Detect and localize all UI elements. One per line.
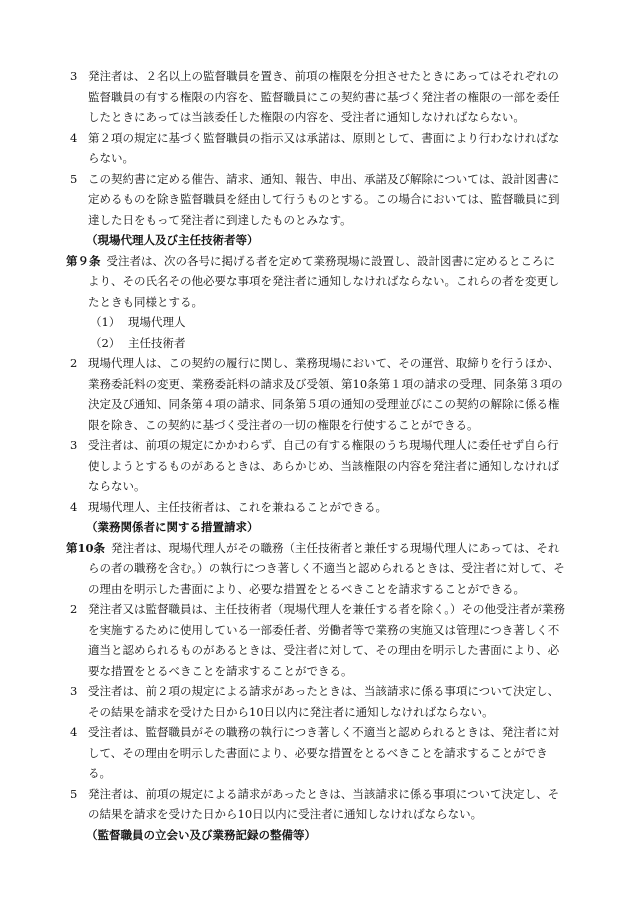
paragraph-9-3 [66, 435, 566, 497]
paragraph-number: 3 [70, 69, 78, 83]
paragraph-text: 第２項の規定に基づく監督職員の指示又は承諾は、原則として、書面により行わなければならない。 [88, 130, 560, 165]
list-item [66, 312, 566, 333]
paragraph-9-2 [66, 353, 566, 435]
paragraph-text: 現場代理人、主任技術者は、これを兼ねることができる。 [88, 499, 387, 514]
paragraph-number: 4 [70, 725, 78, 739]
paragraph-text: 現場代理人は、この契約の履行に関し、業務現場において、その運営、取締りを行うほか、業務委託料の変更、業務委託料の請求及び受領、第10条第１項の請求の受理、同条第３項の決定及び通知、同条第４項の請求、同条第５項の通知の受理並びにこの契約の解除に係る権限を除き、この契約に基づく受注者の一切の権限を行使することができる。 [88, 356, 563, 432]
paragraph-text: 受注者は、前２項の規定による請求があったときは、当該請求に係る事項について決定し、その結果を請求を受けた日から10日以内に発注者に通知しなければならない。 [88, 684, 560, 719]
article-10-heading: （業務関係者に関する措置請求） [86, 520, 259, 534]
article-11-heading: （監督職員の立会い及び業務記録の整備等） [86, 827, 316, 842]
article-10 [66, 538, 566, 600]
paragraph-8-4 [66, 128, 566, 169]
paragraph-number: 4 [70, 130, 78, 145]
item-text: 主任技術者 [128, 335, 186, 350]
article-9-heading: （現場代理人及び主任技術者等） [86, 233, 259, 247]
item-number: （1） [90, 315, 121, 329]
paragraph-text: 受注者は、前項の規定にかかわらず、自己の有する権限のうち現場代理人に委任せず自ら行使しようとするものがあるときは、あらかじめ、当該権限の内容を発注者に通知しなければならない。 [88, 438, 560, 493]
paragraph-text: この契約書に定める催告、請求、通知、報告、申出、承諾及び解除については、設計図書に定めるものを除き監督職員を経由して行うものとする。この場合においては、監督職員に到達した日をもって発注者に到達したものとみなす。 [88, 171, 560, 227]
paragraph-8-3 [66, 66, 566, 128]
paragraph-number: 3 [70, 438, 78, 452]
paragraph-8-5 [66, 169, 566, 231]
paragraph-9-4 [66, 497, 566, 518]
paragraph-text: 発注者又は監督職員は、主任技術者（現場代理人を兼任する者を除く。）その他受注者が業務を実施するために使用している一部委任者、労働者等で業務の実施又は管理につき著しく不適当と認められるものがあるときは、受注者に対して、その理由を明示した書面により、必要な措置をとるべきことを請求することができる。 [88, 602, 566, 678]
item-number: （2） [90, 335, 121, 350]
paragraph-text: 発注者は、２名以上の監督職員を置き、前項の権限を分担させたときにあってはそれぞれの監督職員の有する権限の内容を、監督職員にこの契約書に基づく発注者の権限の一部を委任したときにあっては当該委任した権限の内容を、受注者に通知しなければならない。 [88, 69, 560, 124]
paragraph-10-3 [66, 681, 566, 722]
paragraph-number: 5 [70, 171, 78, 186]
paragraph-10-4 [66, 722, 566, 784]
article-text: 受注者は、次の各号に掲げる者を定めて業務現場に設置し、設計図書に定めるところにより、その氏名その他必要な事項を発注者に通知しなければならない。これらの者を変更したときも同様とする。 [88, 253, 560, 309]
article-9 [66, 251, 566, 313]
document-body [66, 66, 566, 845]
list-item [66, 333, 566, 354]
article-number: 第10条 [66, 540, 106, 555]
paragraph-text: 発注者は、前項の規定による請求があったときは、当該請求に係る事項について決定し、その結果を請求を受けた日から10日以内に受注者に通知しなければならない。 [88, 786, 560, 821]
paragraph-number: 5 [70, 786, 78, 801]
article-number: 第９条 [66, 253, 101, 268]
paragraph-text: 受注者は、監督職員がその職務の執行につき著しく不適当と認められるときは、発注者に対して、その理由を明示した書面により、必要な措置をとるべきことを請求することができる。 [88, 725, 560, 780]
article-text: 発注者は、現場代理人がその職務（主任技術者と兼任する現場代理人にあっては、それらの者の職務を含む。）の執行につき著しく不適当と認められるときは、受注者に対して、その理由を明示した書面により、必要な措置をとるべきことを請求することができる。 [88, 540, 565, 596]
item-text: 現場代理人 [128, 315, 186, 329]
paragraph-number: 3 [70, 684, 78, 698]
paragraph-number: 2 [70, 356, 78, 370]
paragraph-10-2 [66, 599, 566, 681]
paragraph-number: 2 [70, 602, 78, 616]
paragraph-10-5 [66, 784, 566, 825]
paragraph-number: 4 [70, 499, 78, 514]
